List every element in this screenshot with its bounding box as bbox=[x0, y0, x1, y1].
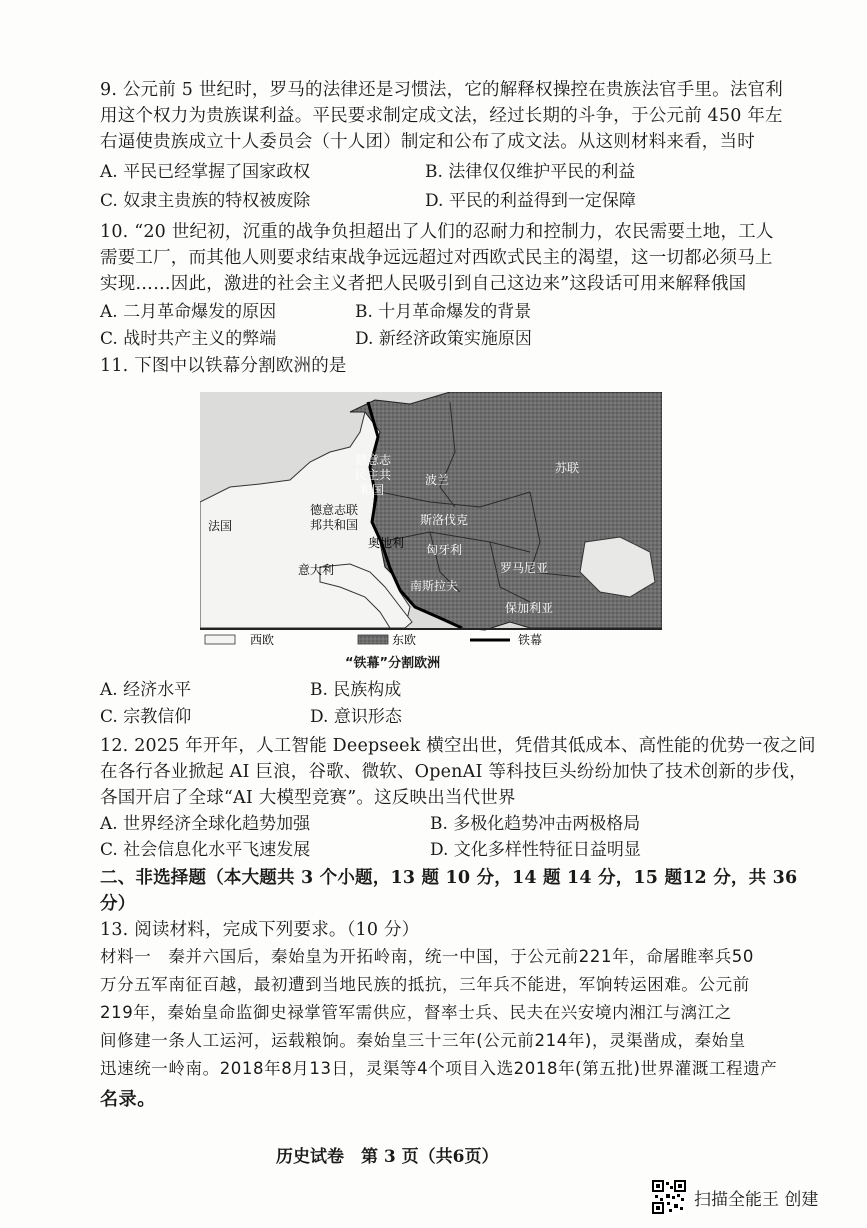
map-label-east: 东欧 bbox=[392, 633, 417, 647]
page-footer: 历史试卷 第 3 页（共6页） bbox=[276, 1147, 499, 1167]
label-hungary: 匈牙利 bbox=[426, 543, 463, 557]
q11-option-c: C. 宗教信仰 bbox=[100, 707, 192, 727]
q11-option-b: B. 民族构成 bbox=[310, 680, 402, 700]
q10-stem-line2: 需要工厂，而其他人则要求结束战争远远超过对西欧式民主的渴望，这一切都必须马上 bbox=[100, 248, 773, 268]
map-label-west: 西欧 bbox=[250, 633, 275, 647]
section2-heading-line1: 二、非选择题（本大题共 3 个小题，13 题 10 分，14 题 14 分，15 题12 分，共 36 bbox=[100, 868, 798, 888]
q10-option-d: D. 新经济政策实施原因 bbox=[355, 329, 532, 349]
q13-material-line4: 间修建一条人工运河，运载粮饷。秦始皇三十三年(公元前214年)，灵渠凿成，秦始皇 bbox=[100, 1031, 746, 1050]
q13-material-line2: 万分五军南征百越，最初遭到当地民族的抵抗，三年兵不能进，军饷转运困难。公元前 bbox=[100, 975, 750, 994]
label-italy: 意大利 bbox=[298, 563, 335, 577]
q13-material-line6: 名录。 bbox=[100, 1089, 156, 1110]
q10-option-a: A. 二月革命爆发的原因 bbox=[100, 302, 277, 322]
q13-stem: 13. 阅读材料，完成下列要求。（10 分） bbox=[100, 920, 420, 940]
q9-option-b: B. 法律仅仅维护平民的利益 bbox=[425, 162, 636, 182]
q12-stem-line2: 在各行各业掀起 AI 巨浪，谷歌、微软、OpenAI 等科技巨头纷纷加快了技术创新的步伐， bbox=[100, 762, 807, 782]
q9-option-c: C. 奴隶主贵族的特权被废除 bbox=[100, 191, 311, 211]
q11-stem: 11. 下图中以铁幕分割欧洲的是 bbox=[100, 356, 347, 376]
map-caption: “铁幕”分割欧洲 bbox=[345, 656, 441, 671]
label-gdr-3: 和国 bbox=[360, 483, 385, 497]
q12-stem-line1: 12. 2025 年开年，人工智能 Deepseek 横空出世，凭借其低成本、高性能的优势一夜之间 bbox=[100, 736, 816, 756]
q9-option-a: A. 平民已经掌握了国家政权 bbox=[100, 162, 311, 182]
legend-divider bbox=[200, 628, 662, 630]
scanner-text: 扫描全能王 创建 bbox=[694, 1189, 819, 1210]
section2-heading-line2: 分） bbox=[100, 894, 136, 914]
q12-option-a: A. 世界经济全球化趋势加强 bbox=[100, 814, 311, 834]
q12-option-b: B. 多极化趋势冲击两极格局 bbox=[430, 814, 641, 834]
q10-option-b: B. 十月革命爆发的背景 bbox=[355, 302, 532, 322]
q9-stem-line2: 用这个权力为贵族谋利益。平民要求制定成文法，经过长期的斗争，于公元前 450 年左 bbox=[100, 106, 783, 126]
q10-stem-line1: 10. “20 世纪初，沉重的战争负担超出了人们的忍耐力和控制力，农民需要土地，工人 bbox=[100, 222, 774, 242]
q11-option-a: A. 经济水平 bbox=[100, 680, 192, 700]
q13-material-line1: 材料一 秦并六国后，秦始皇为开拓岭南，统一中国，于公元前221年，命屠睢率兵50 bbox=[100, 947, 754, 966]
label-yugoslavia: 南斯拉夫 bbox=[410, 579, 459, 593]
q13-material-line3: 219年，秦始皇命监御史禄掌管军需供应，督率士兵、民夫在兴安境内湘江与漓江之 bbox=[100, 1003, 732, 1022]
q12-option-c: C. 社会信息化水平飞速发展 bbox=[100, 840, 311, 860]
label-bulgaria: 保加利亚 bbox=[505, 601, 554, 615]
legend-west-swatch bbox=[205, 635, 235, 644]
q13-material-line5: 迅速统一岭南。2018年8月13日，灵渠等4个项目入选2018年(第五批)世界灌溉工程遗产 bbox=[100, 1059, 778, 1078]
label-czech: 斯洛伐克 bbox=[420, 513, 469, 527]
label-france: 法国 bbox=[208, 519, 233, 533]
q11-option-d: D. 意识形态 bbox=[310, 707, 402, 727]
label-romania: 罗马尼亚 bbox=[500, 561, 549, 575]
q10-stem-line3: 实现……因此，激进的社会主义者把人民吸引到自己这边来”这段话可用来解释俄国 bbox=[100, 274, 747, 294]
scanner-watermark bbox=[652, 1180, 818, 1214]
label-gdr-1: 德意志 bbox=[355, 453, 392, 467]
q10-option-c: C. 战时共产主义的弊端 bbox=[100, 329, 277, 349]
legend-east-swatch bbox=[358, 635, 388, 644]
q12-option-d: D. 文化多样性特征日益明显 bbox=[430, 840, 641, 860]
label-frg-2: 邦共和国 bbox=[310, 518, 359, 532]
label-frg-1: 德意志联 bbox=[310, 503, 359, 517]
label-gdr-2: 民主共 bbox=[355, 468, 392, 482]
iron-curtain-map bbox=[200, 392, 662, 650]
q9-stem-line1: 9. 公元前 5 世纪时，罗马的法律还是习惯法，它的解释权操控在贵族法官手里。法官利 bbox=[100, 80, 783, 100]
label-austria: 奥地利 bbox=[368, 536, 405, 550]
map-label-curtain: 铁幕 bbox=[518, 633, 543, 647]
q9-stem-line3: 右逼使贵族成立十人委员会（十人团）制定和公布了成文法。从这则材料来看，当时 bbox=[100, 132, 755, 152]
label-soviet: 苏联 bbox=[555, 461, 580, 475]
label-poland: 波兰 bbox=[425, 473, 450, 487]
q12-stem-line3: 各国开启了全球“AI 大模型竞赛”。这反映出当代世界 bbox=[100, 788, 516, 808]
q9-option-d: D. 平民的利益得到一定保障 bbox=[425, 191, 636, 211]
qr-code-icon bbox=[652, 1180, 686, 1214]
